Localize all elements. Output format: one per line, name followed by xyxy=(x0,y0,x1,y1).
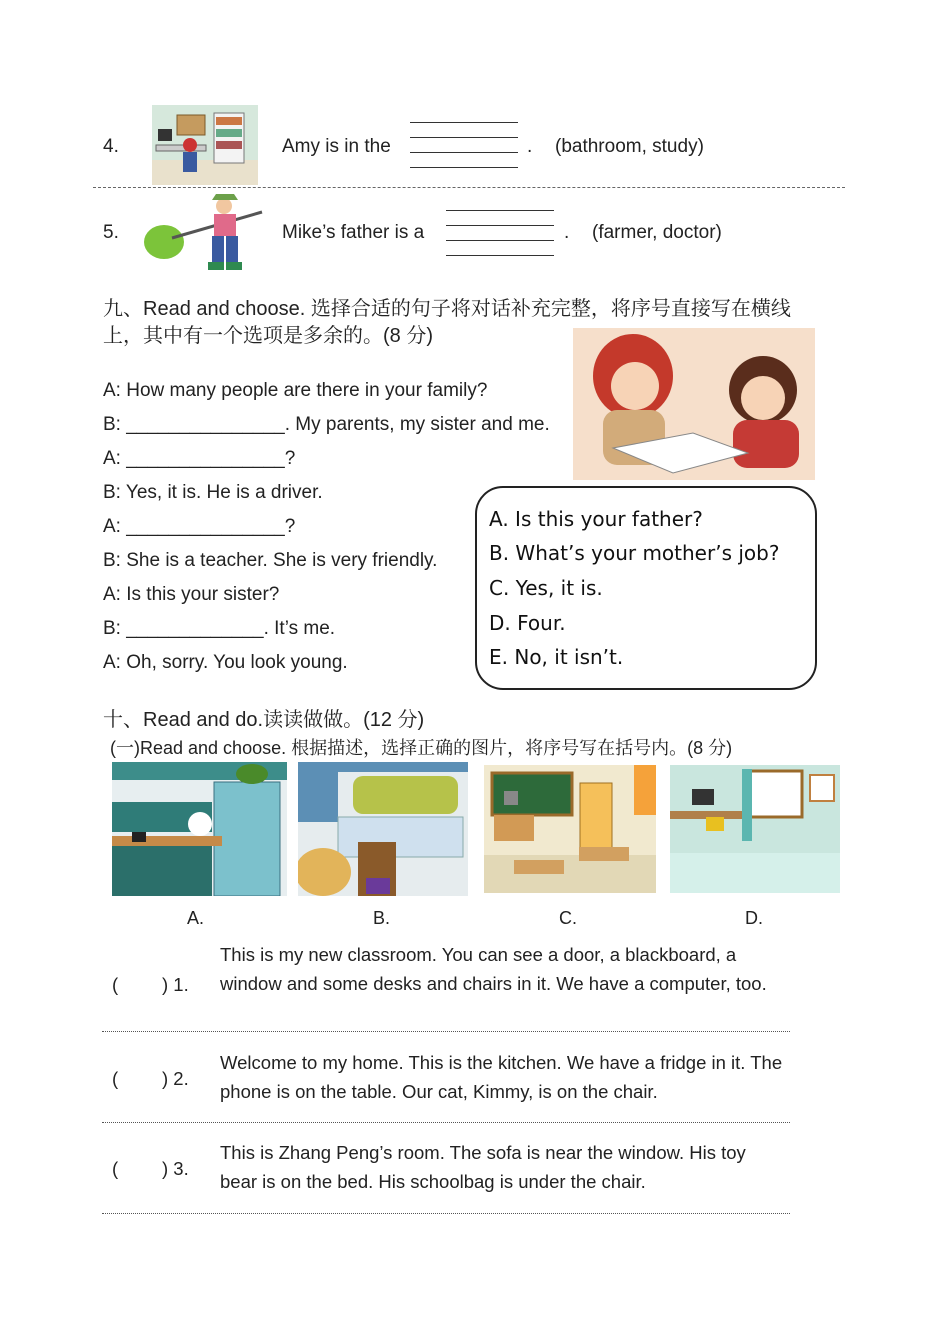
row-divider xyxy=(102,1213,790,1214)
dialogue-line: A: Is this your sister? xyxy=(103,584,280,605)
caption-c: C. xyxy=(559,908,577,928)
dialogue-line: B: She is a teacher. She is very friendly. xyxy=(103,550,438,571)
question-text: This is Zhang Peng’s room. The sofa is near the window. His toy bear is on the bed. His schoolbag is under the chair. xyxy=(220,1142,746,1192)
answer-line xyxy=(410,167,518,168)
section-divider xyxy=(93,187,845,188)
study-room-picture xyxy=(152,105,258,185)
study-picture xyxy=(670,765,840,893)
answer-line xyxy=(410,137,518,138)
answer-paren-open[interactable]: ( xyxy=(112,1158,119,1179)
options-box xyxy=(475,486,817,690)
answer-line xyxy=(410,122,518,123)
q5-number: 5. xyxy=(103,222,119,243)
answer-paren-open[interactable]: ( xyxy=(112,1068,119,1089)
section-9-title-line2: 上，其中有一个选项是多余的。(8 分) xyxy=(103,325,433,347)
answer-line xyxy=(446,210,554,211)
dialogue-line: A: How many people are there in your family? xyxy=(103,380,488,401)
question-number: ) 3. xyxy=(162,1158,189,1179)
q5-options: (farmer, doctor) xyxy=(592,222,722,243)
question-text: This is my new classroom. You can see a door, a blackboard, a window and some desks and chairs in it. We have a computer, too. xyxy=(220,944,767,994)
row-divider xyxy=(102,1031,790,1032)
q5-period: . xyxy=(564,222,570,243)
caption-a: A. xyxy=(187,908,205,928)
q4-period: . xyxy=(527,136,533,157)
dialogue-line[interactable]: B: _______________. My parents, my sister and me. xyxy=(103,414,550,435)
row-divider xyxy=(102,1122,790,1123)
option-d: D. Four. xyxy=(489,611,566,635)
dialogue-line[interactable]: B: _____________. It’s me. xyxy=(103,618,336,639)
section-9-title: 九、Read and choose. 选择合适的句子将对话补充完整，将序号直接写在横线 xyxy=(103,298,791,320)
dialogue-line: B: Yes, it is. He is a driver. xyxy=(103,482,323,503)
answer-line[interactable] xyxy=(446,240,554,241)
caption-d: D. xyxy=(745,908,763,928)
answer-line xyxy=(446,225,554,226)
section-10-title: 十、Read and do.读读做做。(12 分) xyxy=(103,709,425,731)
bedroom-picture xyxy=(298,762,468,896)
option-a: A. Is this your father? xyxy=(489,507,703,531)
option-c: C. Yes, it is. xyxy=(489,576,603,600)
q4-sentence: Amy is in the xyxy=(282,136,391,157)
kitchen-picture xyxy=(112,762,287,896)
question-text: Welcome to my home. This is the kitchen. We have a fridge in it. The phone is on the table. Our cat, Kimmy, is on the chair. xyxy=(220,1052,783,1102)
q4-options: (bathroom, study) xyxy=(555,136,704,157)
question-number: ) 2. xyxy=(162,1068,189,1089)
caption-b: B. xyxy=(373,908,391,928)
answer-line xyxy=(446,255,554,256)
dialogue-line[interactable]: A: _______________? xyxy=(103,516,296,537)
answer-line[interactable] xyxy=(410,152,518,153)
answer-paren-open[interactable]: ( xyxy=(112,974,119,995)
dialogue-line[interactable]: A: _______________? xyxy=(103,448,296,469)
q5-sentence: Mike’s father is a xyxy=(282,222,425,243)
dialogue-line: A: Oh, sorry. You look young. xyxy=(103,652,348,673)
option-b: B. What’s your mother’s job? xyxy=(489,541,780,565)
question-number: ) 1. xyxy=(162,974,189,995)
two-girls-picture xyxy=(573,328,815,480)
q4-number: 4. xyxy=(103,136,119,157)
classroom-picture xyxy=(484,765,656,893)
option-e: E. No, it isn’t. xyxy=(489,645,624,669)
section-10-subtitle: (一)Read and choose. 根据描述，选择正确的图片，将序号写在括号内。(8 分) xyxy=(110,738,733,758)
farmer-picture xyxy=(142,192,264,274)
